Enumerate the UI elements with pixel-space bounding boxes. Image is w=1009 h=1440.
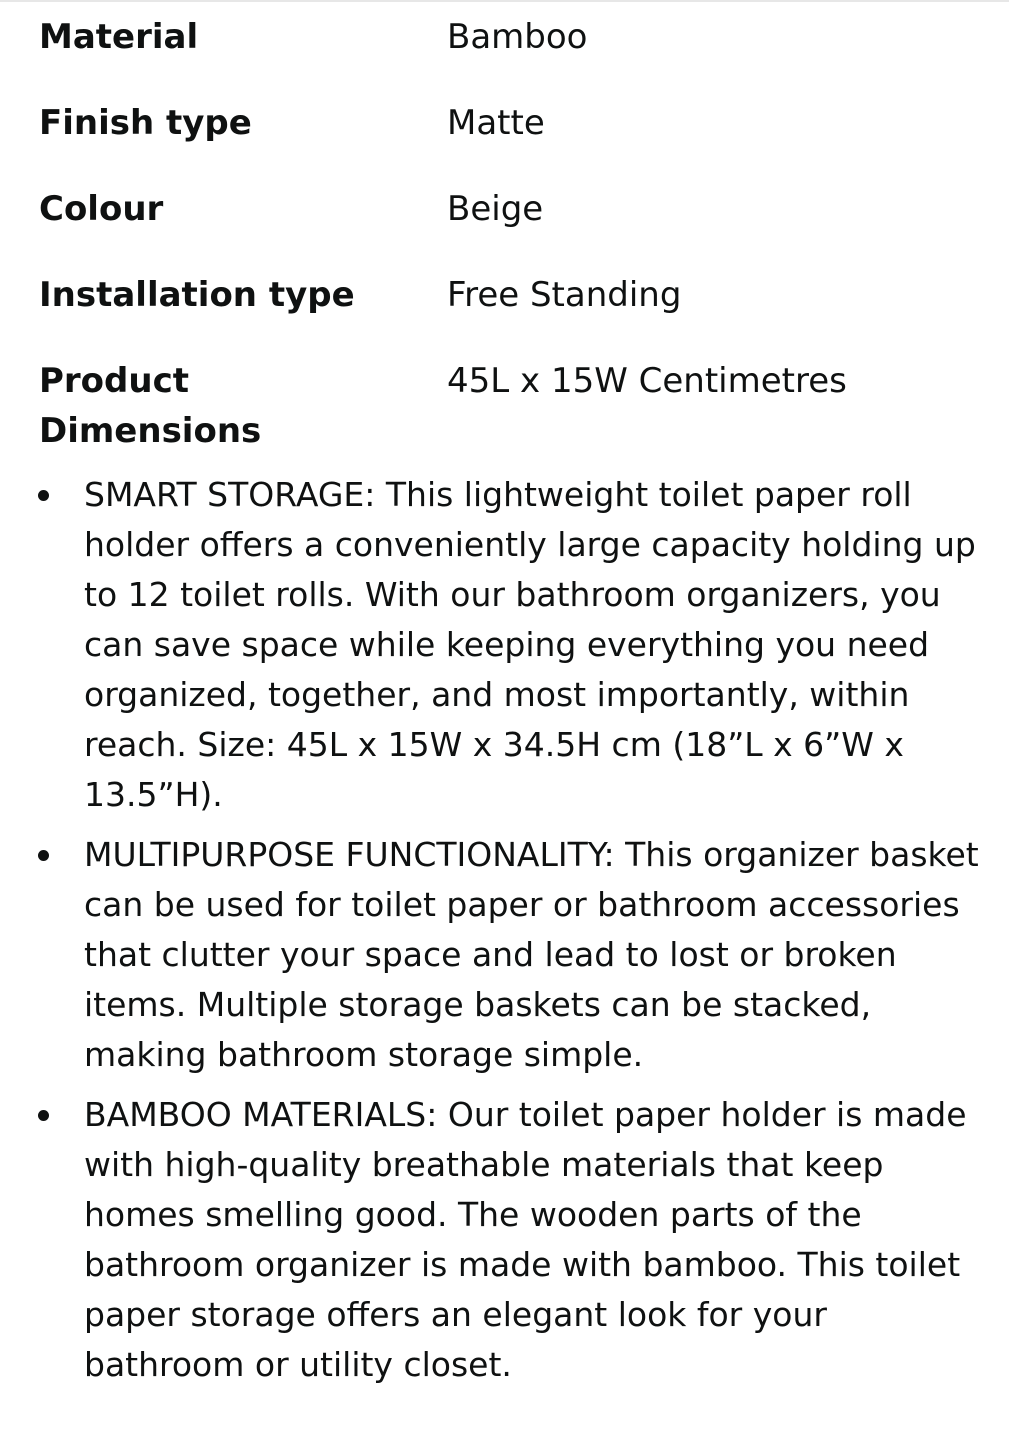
list-item xyxy=(0,470,1009,820)
spec-row-material xyxy=(39,12,989,62)
spec-row-colour xyxy=(39,184,989,234)
spec-label: Colour xyxy=(39,189,164,229)
list-item xyxy=(0,830,1009,1080)
bullet-text: BAMBOO MATERIALS: Our toilet paper holder is made with high-quality breathable materials that keep homes smelling good. The wooden parts of the bathroom organizer is made with bamboo. This toilet paper storage offers an elegant look for your bathroom or utility closet. xyxy=(84,1095,967,1384)
spec-row-finish-type xyxy=(39,98,989,148)
about-this-item-list xyxy=(0,470,1009,1400)
bullet-dot-icon xyxy=(38,1110,49,1121)
spec-value: 45L x 15W Centimetres xyxy=(447,361,847,401)
spec-value: Bamboo xyxy=(447,17,588,57)
spec-value: Free Standing xyxy=(447,275,682,315)
bullet-text: SMART STORAGE: This lightweight toilet paper roll holder offers a conveniently large capacity holding up to 12 toilet rolls. With our bathroom organizers, you can save space while keeping everything you need organized, together, and most importantly, within reach. Size: 45L x 15W x 34.5H cm (18”L x 6”W x 13.5”H). xyxy=(84,475,976,814)
spec-label: Finish type xyxy=(39,103,252,143)
spec-value: Matte xyxy=(447,103,545,143)
spec-row-product-dimensions xyxy=(39,356,989,456)
top-divider xyxy=(0,0,1009,2)
spec-value: Beige xyxy=(447,189,544,229)
list-item xyxy=(0,1090,1009,1390)
spec-label: Installation type xyxy=(39,275,355,315)
spec-row-installation-type xyxy=(39,270,989,320)
spec-label: Product Dimensions xyxy=(39,361,262,451)
bullet-dot-icon xyxy=(38,850,49,861)
bullet-dot-icon xyxy=(38,490,49,501)
bullet-text: MULTIPURPOSE FUNCTIONALITY: This organizer basket can be used for toilet paper or bathroom accessories that clutter your space and lead to lost or broken items. Multiple storage baskets can be stacked, making bathroom storage simple. xyxy=(84,835,979,1074)
spec-label: Material xyxy=(39,17,199,57)
product-specs-table xyxy=(39,12,989,492)
